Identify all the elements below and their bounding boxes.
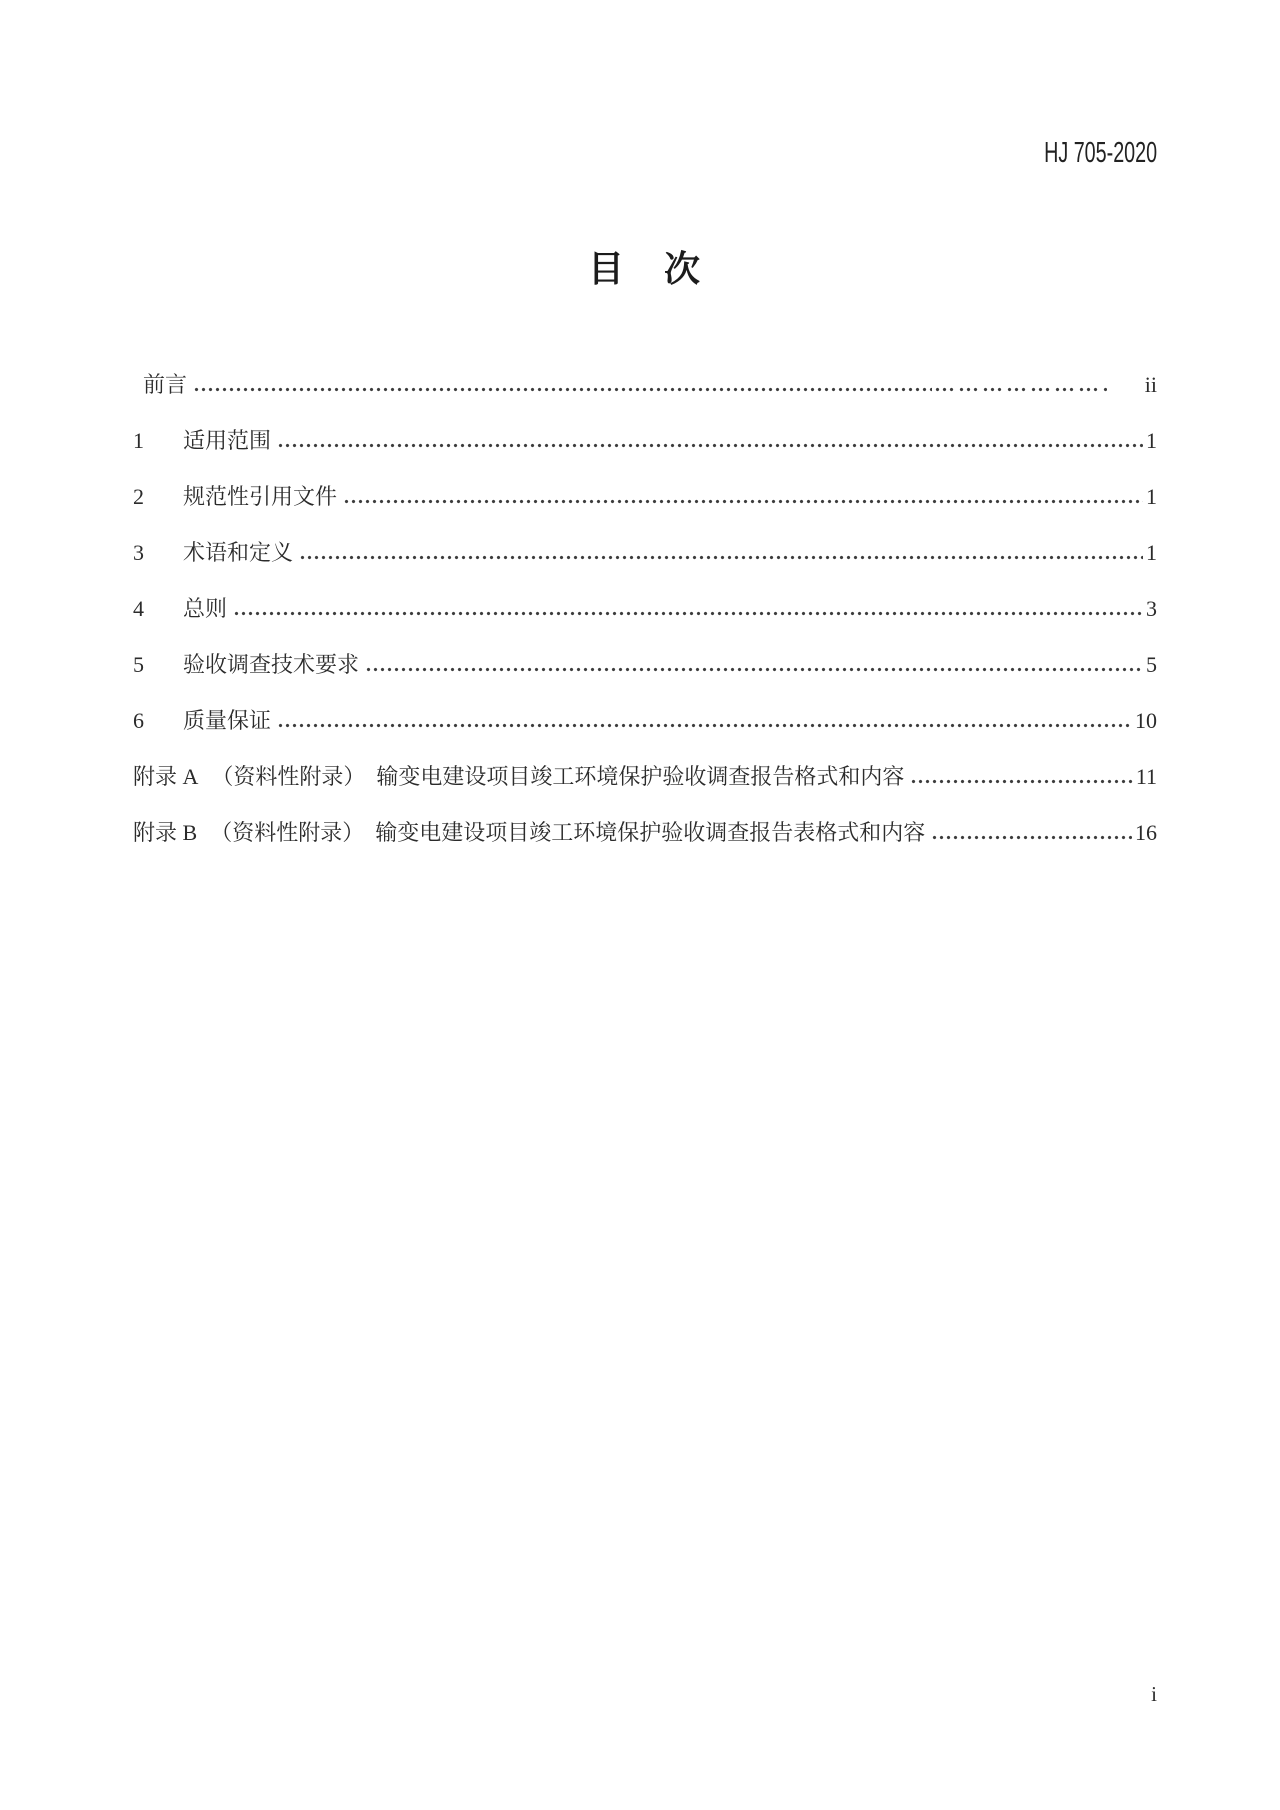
toc-entry-label: 术语和定义	[183, 540, 294, 565]
toc-entry	[133, 372, 1157, 398]
toc-entry-number: 3	[133, 540, 144, 565]
toc-entry-label: 前言	[143, 372, 188, 397]
dot-leader	[366, 667, 1143, 672]
toc-entry	[133, 428, 1157, 454]
dot-leader	[278, 443, 1143, 448]
toc-entry-page: 1	[1146, 540, 1157, 565]
toc-entry-page: 1	[1146, 484, 1157, 509]
toc-entry	[133, 652, 1157, 678]
toc-entry	[133, 596, 1157, 622]
toc-entry-page: 10	[1135, 708, 1157, 733]
toc-entry-page: 3	[1146, 596, 1157, 621]
dot-leader	[932, 835, 1132, 840]
toc-entry-page: 5	[1146, 652, 1157, 677]
dot-leader	[911, 779, 1132, 784]
toc-entry-label: 验收调查技术要求	[183, 652, 360, 677]
toc-entry-page: 11	[1135, 764, 1157, 789]
toc-entry	[133, 820, 1157, 846]
dot-leader	[344, 499, 1143, 504]
toc-entry-number: 5	[133, 652, 144, 677]
toc-entry-number: 2	[133, 484, 144, 509]
toc-entry-label: （资料性附录） 输变电建设项目竣工环境保护验收调查报告格式和内容	[211, 764, 905, 789]
toc-entry-label: 总则	[183, 596, 228, 621]
toc-entry-label: 适用范围	[183, 428, 272, 453]
toc-entry-page: 1	[1146, 428, 1157, 453]
footer-page-number: i	[1151, 1682, 1157, 1706]
dot-leader	[234, 611, 1143, 616]
toc-entry-number: 1	[133, 428, 144, 453]
dot-leader	[194, 387, 932, 392]
toc-entry	[133, 484, 1157, 510]
toc-entry-number: 附录 A	[133, 764, 199, 789]
page-title: 目 次	[587, 248, 702, 289]
dot-leader-groups	[935, 387, 1107, 392]
standard-number: HJ 705-2020	[1044, 137, 1157, 169]
dot-leader	[278, 723, 1132, 728]
toc-entry-page: ii	[1144, 372, 1157, 397]
toc-entry	[133, 540, 1157, 566]
toc-list	[133, 372, 1157, 876]
toc-entry-page: 16	[1135, 820, 1157, 845]
toc-entry-label: 规范性引用文件	[183, 484, 338, 509]
toc-entry-label: （资料性附录） 输变电建设项目竣工环境保护验收调查报告表格式和内容	[210, 820, 926, 845]
toc-entry-number: 6	[133, 708, 144, 733]
dot-leader	[300, 555, 1143, 560]
toc-entry-number: 附录 B	[133, 820, 198, 845]
toc-entry-number: 4	[133, 596, 144, 621]
toc-entry	[133, 708, 1157, 734]
toc-entry-label: 质量保证	[183, 708, 272, 733]
toc-entry	[133, 764, 1157, 790]
